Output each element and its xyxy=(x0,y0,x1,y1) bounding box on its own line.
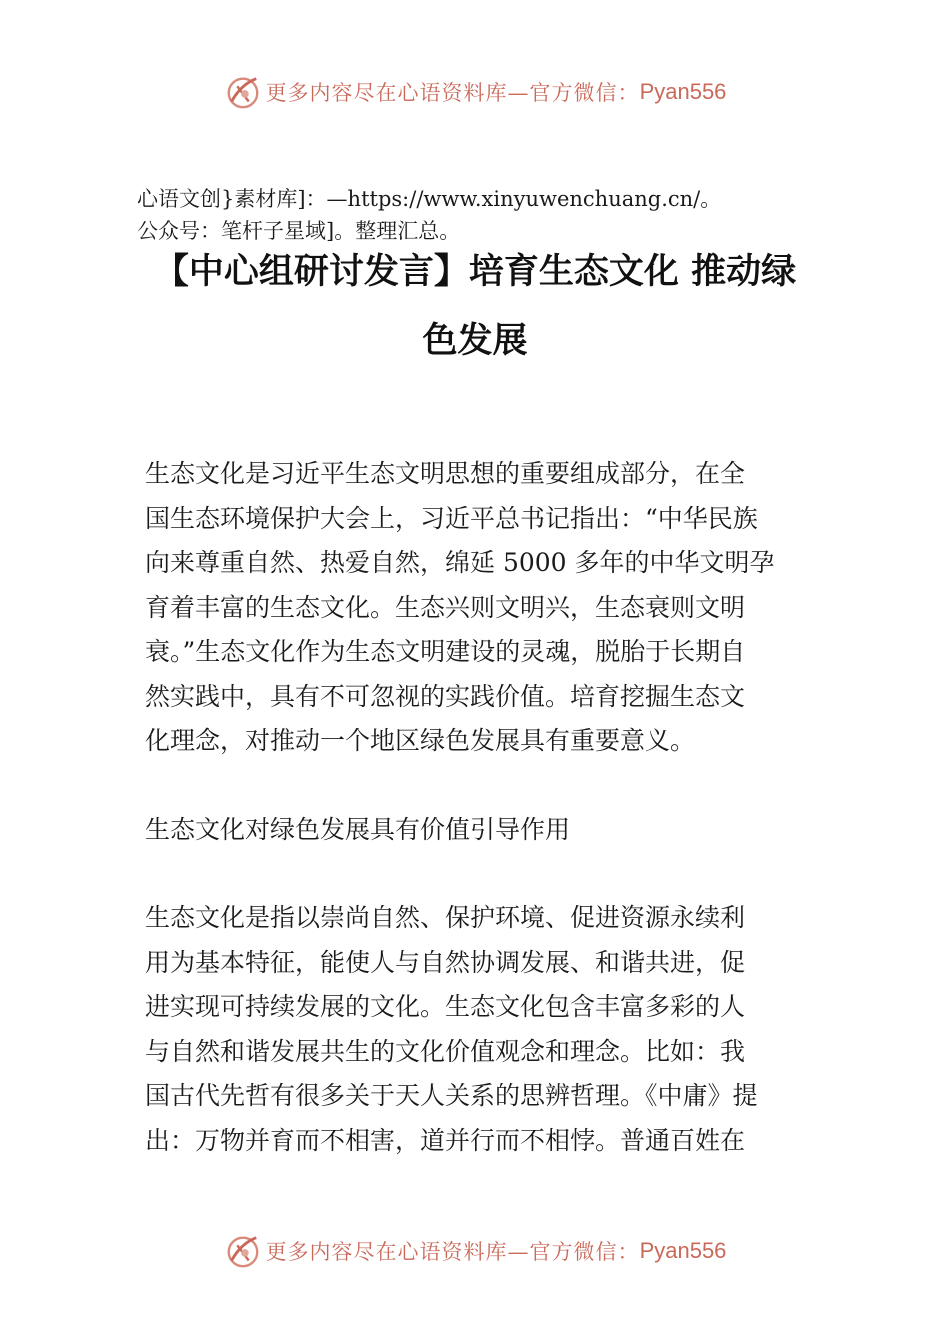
text-line: 用为基本特征，能使人与自然协调发展、和谐共进，促 xyxy=(145,947,746,977)
source-line: 公众号：笔杆子星域]。整理汇总。 xyxy=(137,219,461,243)
wechat-id: Pyan556 xyxy=(639,79,727,104)
wechat-id: Pyan556 xyxy=(639,1238,727,1263)
page-title: 【中心组研讨发言】培育生态文化 推动绿 xyxy=(153,252,797,292)
text-line: 化理念，对推动一个地区绿色发展具有重要意义。 xyxy=(145,726,696,755)
header-banner xyxy=(0,72,950,112)
intro-paragraph xyxy=(145,452,810,764)
text-line: 国生态环境保护大会上，习近平总书记指出：“中华民族 xyxy=(145,503,758,533)
footer-banner xyxy=(0,1231,950,1271)
text-line: 国古代先哲有很多关于天人关系的思辨哲理。《中庸》提 xyxy=(145,1081,758,1110)
text-line: 然实践中，具有不可忽视的实践价值。培育挖掘生态文 xyxy=(145,681,746,711)
source-note xyxy=(137,183,937,247)
body-paragraph xyxy=(145,896,810,1163)
text-line: 生态文化是指以崇尚自然、保护环境、促进资源永续利 xyxy=(145,903,746,932)
text-line: 衰。”生态文化作为生态文明建设的灵魂，脱胎于长期自 xyxy=(145,637,746,666)
banner-text: 更多内容尽在心语资料库—官方微信： xyxy=(265,81,640,105)
banner-text: 更多内容尽在心语资料库—官方微信： xyxy=(265,1240,640,1264)
logo-icon xyxy=(224,73,262,111)
text-line: 进实现可持续发展的文化。生态文化包含丰富多彩的人 xyxy=(145,992,746,1021)
text-line: 出：万物并育而不相害，道并行而不相悖。普通百姓在 xyxy=(145,1125,746,1155)
text-line: 生态文化是习近平生态文明思想的重要组成部分，在全 xyxy=(145,459,746,488)
logo-icon xyxy=(224,1232,262,1270)
section-heading: 生态文化对绿色发展具有价值引导作用 xyxy=(145,815,571,844)
source-line: 心语文创}素材库]：—https://www.xinyuwenchuang.cn/。 xyxy=(137,187,722,211)
text-line: 向来尊重自然、热爱自然，绵延 5000 多年的中华文明孕 xyxy=(145,548,775,577)
text-line: 与自然和谐发展共生的文化价值观念和理念。比如：我 xyxy=(145,1036,746,1066)
page-title-continued: 色发展 xyxy=(422,321,528,361)
text-line: 育着丰富的生态文化。生态兴则文明兴，生态衰则文明 xyxy=(145,592,746,622)
